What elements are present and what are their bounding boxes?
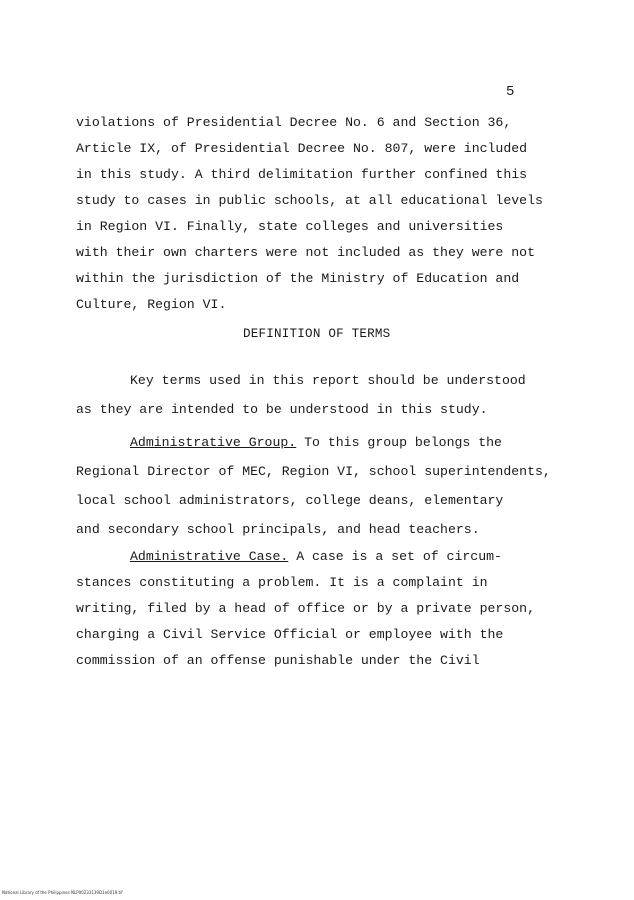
text-fragment: A case is a set of circum- <box>288 549 502 564</box>
text-line: commission of an offense punishable under the Civil <box>76 653 480 668</box>
section-heading: DEFINITION OF TERMS <box>243 327 391 341</box>
text-line: violations of Presidential Decree No. 6 and Section 36, <box>76 115 512 130</box>
text-line <box>76 544 535 570</box>
paragraph-key-terms <box>76 366 546 424</box>
text-line: Key terms used in this report should be understood <box>130 373 526 388</box>
text-line: writing, filed by a head of office or by a private person, <box>76 601 535 616</box>
text-line: within the jurisdiction of the Ministry of Education and <box>76 271 520 286</box>
paragraph-delimitation <box>76 110 546 318</box>
text-line: charging a Civil Service Official or employee with the <box>76 627 504 642</box>
text-line: in Region VI. Finally, state colleges and universities <box>76 219 504 234</box>
text-line: as they are intended to be understood in this study. <box>76 402 488 417</box>
paragraph-administrative-case <box>76 544 535 674</box>
text-line: study to cases in public schools, at all educational levels <box>76 193 543 208</box>
page-number: 5 <box>506 84 515 100</box>
text-line: and secondary school principals, and head teachers. <box>76 522 480 537</box>
text-line: with their own charters were not included as they were not <box>76 245 535 260</box>
text-line <box>76 428 551 457</box>
text-line: local school administrators, college deans, elementary <box>76 493 504 508</box>
text-line: stances constituting a problem. It is a complaint in <box>76 575 488 590</box>
paragraph-administrative-group <box>76 428 551 544</box>
text-line: in this study. A third delimitation further confined this <box>76 167 528 182</box>
text-line: Article IX, of Presidential Decree No. 807, were included <box>76 141 528 156</box>
text-fragment: To this group belongs the <box>296 435 502 450</box>
text-line: Culture, Region VI. <box>76 297 227 312</box>
text-line: Regional Director of MEC, Region VI, school superintendents, <box>76 464 551 479</box>
term-administrative-group: Administrative Group. <box>130 435 297 450</box>
term-administrative-case: Administrative Case. <box>130 549 289 564</box>
scan-footer: National Library of the Philippines NLP00233139D1e0019.tif <box>2 890 123 895</box>
